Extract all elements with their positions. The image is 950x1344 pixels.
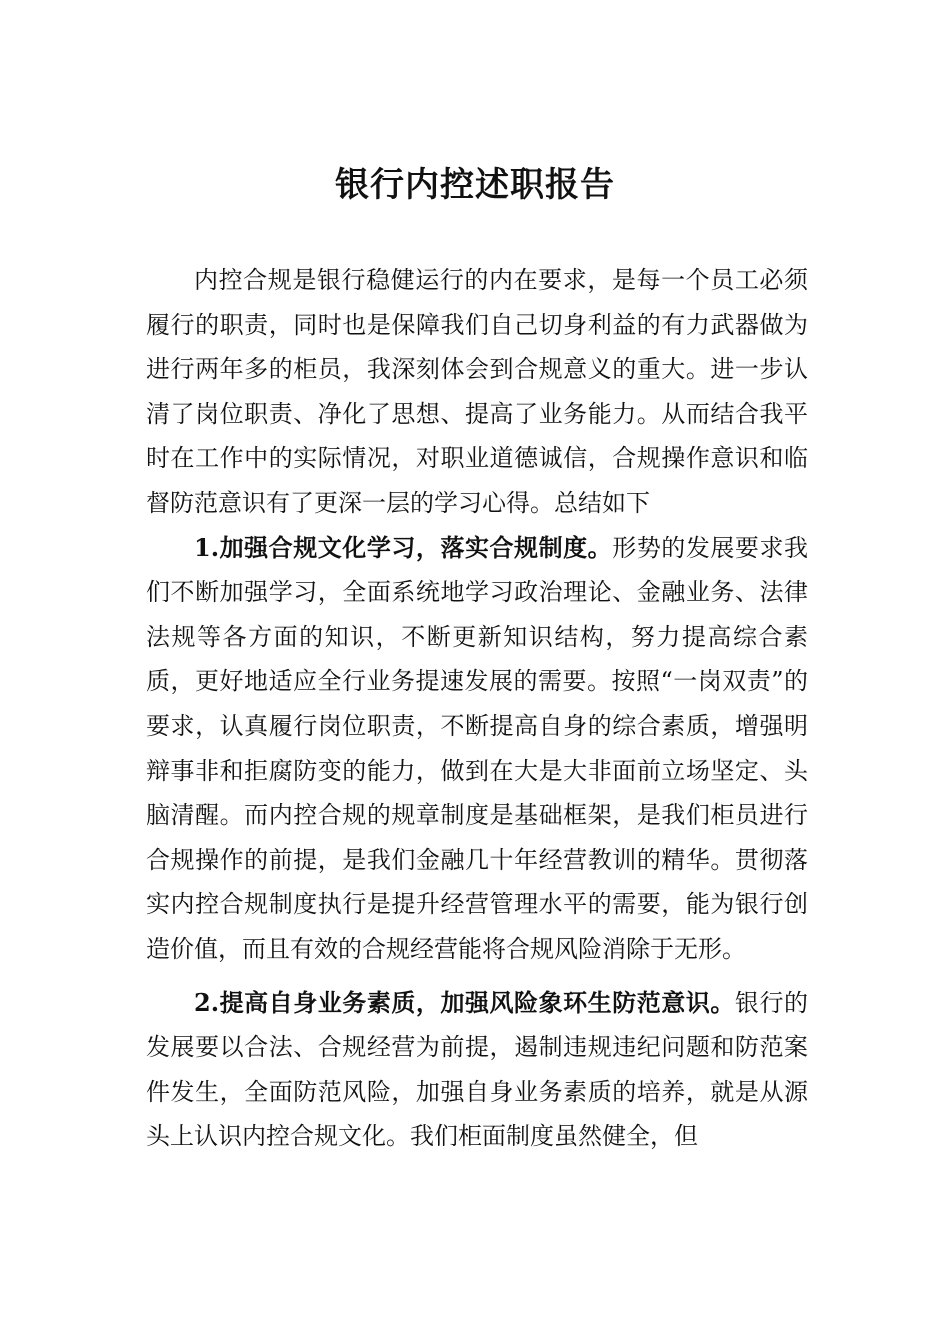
document-title: 银行内控述职报告 [335,165,615,205]
paragraph-section-2 [146,981,808,1159]
document-body [146,258,808,1159]
paragraph-text: 内控合规是银行稳健运行的内在要求，是每一个员工必须履行的职责，同时也是保障我们自己切身利益的有力武器做为进行两年多的柜员，我深刻体会到合规意义的重大。进一步认清了岗位职责、净化了思想、提高了业务能力。从而结合我平时在工作中的实际情况，对职业道德诚信，合规操作意识和临督防范意识有了更深一层的学习心得。总结如下 [146,266,808,517]
paragraph-text: 银行的发展要以合法、合规经营为前提，遏制违规违纪问题和防范案件发生，全面防范风险，加强自身业务素质的培养，就是从源头上认识内控合规文化。我们柜面制度虽然健全，但 [146,988,808,1151]
paragraph-section-1 [146,526,808,972]
paragraph-intro [146,258,808,526]
paragraph-lead: 1.加强合规文化学习，落实合规制度。 [194,532,613,562]
paragraph-text: 形势的发展要求我们不断加强学习，全面系统地学习政治理论、金融业务、法律法规等各方面的知识，不断更新知识结构，努力提高综合素质，更好地适应全行业务提速发展的需要。按照“一岗双责”的要求，认真履行岗位职责，不断提高自身的综合素质，增强明辩事非和拒腐防变的能力，做到在大是大非面前立场坚定、头脑清醒。而内控合规的规章制度是基础框架，是我们柜员进行合规操作的前提，是我们金融几十年经营教训的精华。贯彻落实内控合规制度执行是提升经营管理水平的需要，能为银行创造价值，而且有效的合规经营能将合规风险消除于无形。 [146,533,808,963]
paragraph-lead: 2.提高自身业务素质，加强风险象环生防范意识。 [194,987,735,1017]
